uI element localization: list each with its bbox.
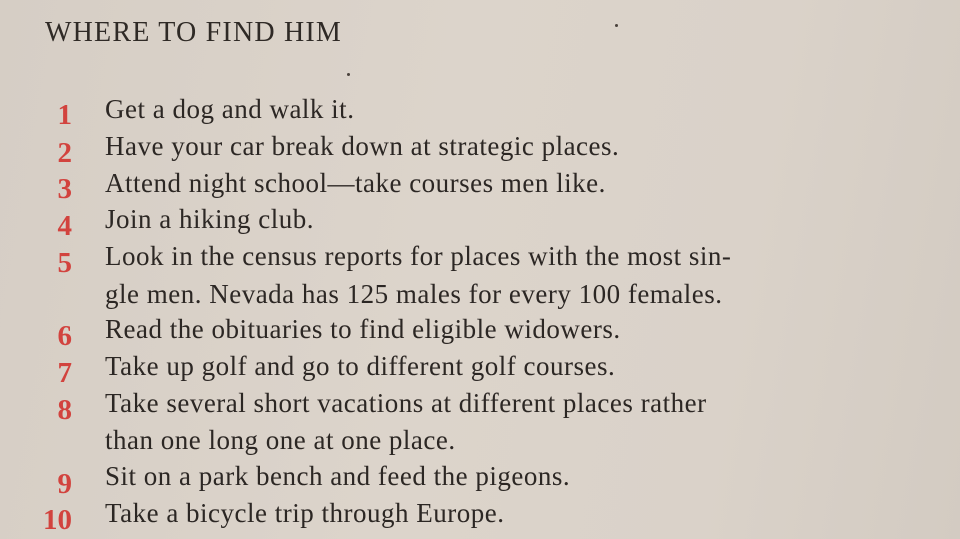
item-number: 2 — [57, 137, 72, 169]
item-text-line: Take several short vacations at different places rather — [105, 388, 707, 418]
item-number: 9 — [57, 468, 72, 500]
item-number: 10 — [43, 504, 72, 536]
item-number: 8 — [57, 394, 72, 426]
dust-speck — [347, 73, 350, 76]
item-text-line: Sit on a park bench and feed the pigeons. — [105, 461, 571, 491]
item-number: 7 — [57, 357, 72, 389]
item-number: 4 — [57, 210, 72, 242]
item-text-line: than one long one at one place. — [105, 425, 456, 455]
item-text-line: Read the obituaries to find eligible widowers. — [105, 314, 621, 344]
item-text-line: gle men. Nevada has 125 males for every 100 females. — [105, 279, 723, 309]
item-text-line: Attend night school—take courses men like. — [105, 168, 606, 198]
item-number: 1 — [57, 99, 72, 131]
page-heading: WHERE TO FIND HIM — [45, 17, 343, 48]
dust-speck — [615, 24, 618, 27]
item-number: 3 — [57, 173, 72, 205]
item-text-line: Take a bicycle trip through Europe. — [105, 498, 505, 528]
item-number: 6 — [57, 320, 72, 352]
item-text-line: Take up golf and go to different golf courses. — [105, 351, 616, 381]
item-text-line: Get a dog and walk it. — [105, 94, 355, 124]
item-text-line: Look in the census reports for places with the most sin- — [105, 241, 732, 271]
item-text-line: Have your car break down at strategic places. — [105, 131, 620, 161]
item-number: 5 — [57, 247, 72, 279]
item-text-line: Join a hiking club. — [105, 204, 314, 234]
